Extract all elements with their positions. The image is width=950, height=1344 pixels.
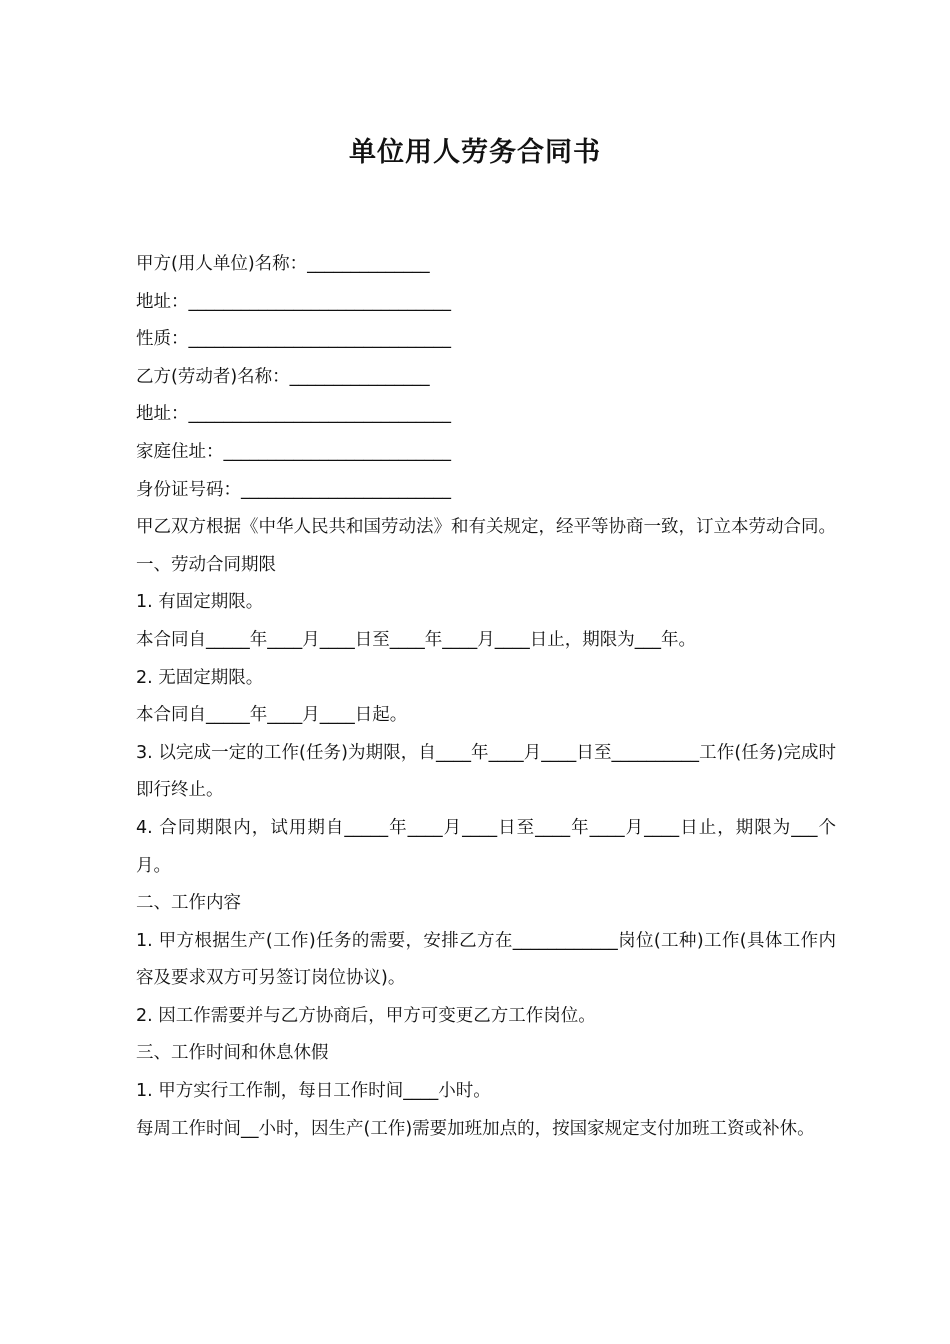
clause-daily-hours: 1. 甲方实行工作制，每日工作时间____小时。 (136, 1081, 491, 1102)
party-a-address-line: 地址：______________________________ (136, 291, 451, 312)
section-heading-working-hours: 三、工作时间和休息休假 (136, 1043, 329, 1064)
clause-job-assignment: 1. 甲方根据生产(工作)任务的需要，安排乙方在____________岗位(工种)工作(具体工作内容及要求双方可另签订岗位协议)。 (136, 930, 836, 989)
document-body (116, 246, 836, 1148)
clause-fixed-term-dates: 本合同自_____年____月____日至____年____月____日止，期限为___年。 (136, 629, 696, 650)
party-a-name-line: 甲方(用人单位)名称：______________ (136, 254, 430, 274)
party-b-address-line: 地址：______________________________ (136, 404, 451, 425)
party-b-id-number-line: 身份证号码：________________________ (136, 479, 451, 500)
clause-job-change: 2. 因工作需要并与乙方协商后，甲方可变更乙方工作岗位。 (136, 1005, 596, 1026)
section-heading-work-content: 二、工作内容 (136, 893, 241, 914)
preamble-paragraph: 甲乙双方根据《中华人民共和国劳动法》和有关规定，经平等协商一致，订立本劳动合同。 (136, 517, 836, 538)
clause-task-term: 3. 以完成一定的工作(任务)为期限，自____年____月____日至__________工作(任务)完成时即行终止。 (136, 742, 836, 801)
clause-weekly-hours: 每周工作时间__小时，因生产(工作)需要加班加点的，按国家规定支付加班工资或补休。 (136, 1118, 815, 1139)
section-heading-term: 一、劳动合同期限 (136, 554, 276, 575)
clause-open-term-dates: 本合同自_____年____月____日起。 (136, 705, 408, 726)
document-title: 单位用人劳务合同书 (349, 137, 601, 168)
clause-open-term: 2. 无固定期限。 (136, 667, 264, 688)
party-a-nature-line: 性质：______________________________ (136, 329, 451, 350)
party-b-home-address-line: 家庭住址：__________________________ (136, 441, 451, 462)
party-b-name-line: 乙方(劳动者)名称：________________ (136, 366, 430, 387)
clause-probation: 4. 合同期限内，试用期自_____年____月____日至____年____月____日止，期限为___个月。 (136, 817, 836, 876)
clause-fixed-term: 1. 有固定期限。 (136, 592, 264, 613)
